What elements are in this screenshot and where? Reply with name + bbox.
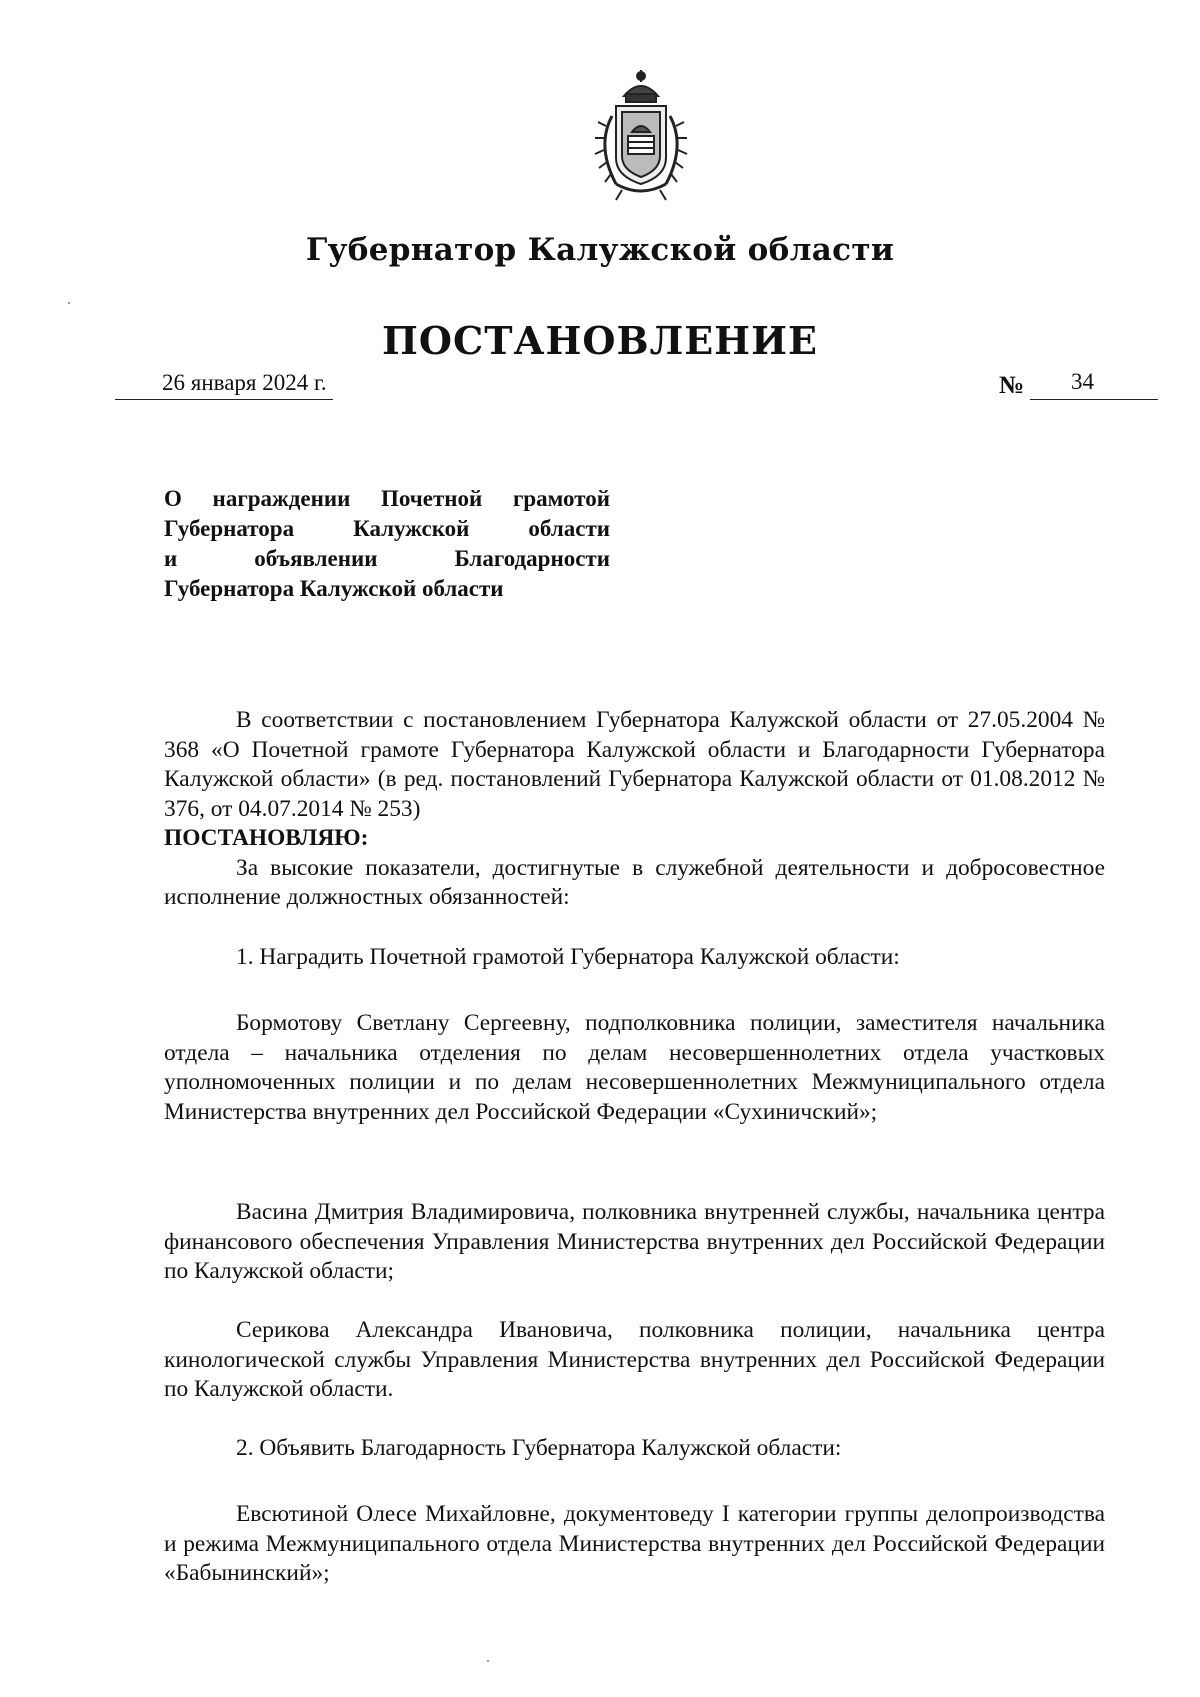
award-recipient-paragraph: Бормотову Светлану Сергеевну, подполковника полиции, заместителя начальника отдела – начальника отделения по делам несовершеннолетних отдела участковых уполномоченных полиции и по делам несовершеннолетних Межмуниципального отдела Министерства внутренних дел Российской Федерации «Сухиничский»; [164, 1010, 1105, 1125]
preamble-block [164, 706, 1105, 913]
number-underline [1030, 399, 1158, 400]
item1-heading-block [164, 943, 1105, 973]
reason-paragraph: За высокие показатели, достигнутые в служебной деятельности и добросовестное исполнение должностных обязанностей: [164, 854, 1105, 910]
scan-speck [487, 1660, 489, 1662]
subject-line: О награждении Почетной грамотой [164, 486, 610, 511]
coat-of-arms-emblem [582, 66, 700, 204]
item1-person-block [164, 1198, 1105, 1287]
item1-heading: 1. Наградить Почетной грамотой Губернатора Калужской области: [236, 944, 900, 970]
subject-line: Губернатора Калужской области [164, 576, 504, 601]
item1-person-block [164, 1316, 1105, 1405]
item1-person-block [164, 1009, 1105, 1127]
item2-heading: 2. Объявить Благодарность Губернатора Калужской области: [236, 1435, 842, 1461]
number-label: № [999, 372, 1025, 399]
coat-of-arms-icon [582, 66, 700, 204]
award-recipient-paragraph: Серикова Александра Ивановича, полковника полиции, начальника центра кинологической службы Управления Министерства внутренних дел Российской Федерации по Калужской области. [164, 1317, 1105, 1402]
gratitude-recipient-paragraph: Евсютиной Олесе Михайловне, документоведу I категории группы делопроизводства и режима Межмуниципального отдела Министерства внутренних дел Российской Федерации «Бабынинский»; [164, 1501, 1105, 1586]
award-recipient-paragraph: Васина Дмитрия Владимировича, полковника внутренней службы, начальника центра финансового обеспечения Управления Министерства внутренних дел Российской Федерации по Калужской области; [164, 1199, 1105, 1284]
decree-word: ПОСТАНОВЛЯЮ: [164, 825, 369, 851]
item2-person-block [164, 1500, 1105, 1589]
preamble-paragraph: В соответствии с постановлением Губернатора Калужской области от 27.05.2004 № 368 «О Почетной грамоте Губернатора Калужской области и Благодарности Губернатора Калужской области» (в ред. постановлений Губернатора Калужской области от 01.08.2012 № 376, от 04.07.2014 № 253) [164, 707, 1105, 822]
document-subject [164, 484, 610, 604]
subject-line: Губернатора Калужской области [164, 516, 610, 541]
document-date: 26 января 2024 г. [162, 370, 327, 395]
issuer-title: Губернатор Калужской области [305, 232, 895, 268]
date-underline [115, 399, 333, 400]
scan-speck [68, 302, 70, 304]
subject-line: и объявлении Благодарности [164, 546, 610, 571]
document-type-title: ПОСТАНОВЛЕНИЕ [382, 318, 818, 363]
item2-heading-block [164, 1434, 1105, 1464]
document-number: 34 [1071, 369, 1094, 394]
